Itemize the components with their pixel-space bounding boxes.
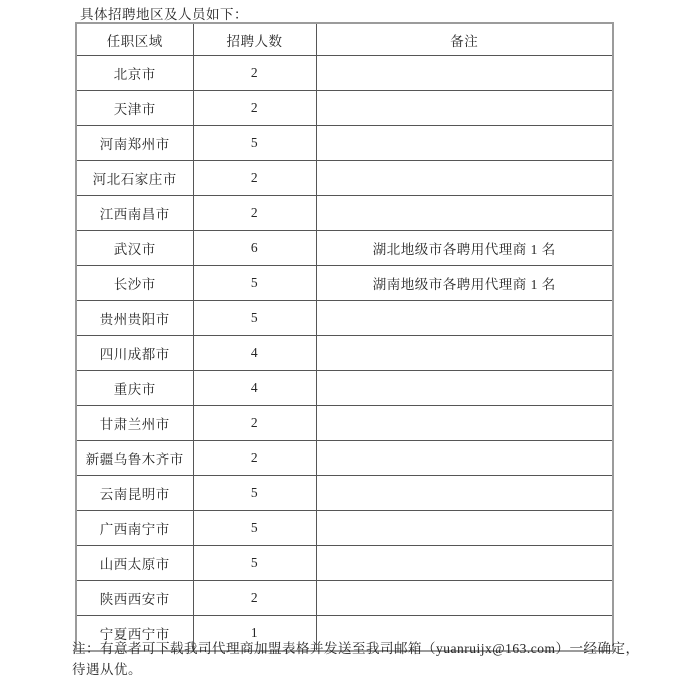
- table-row: [76, 91, 613, 126]
- count-cell: 2: [193, 56, 316, 91]
- count-cell: 2: [193, 91, 316, 126]
- table-row: [76, 196, 613, 231]
- remark-cell: [316, 56, 613, 91]
- table-row: [76, 301, 613, 336]
- header-cell-remark: 备注: [316, 23, 613, 56]
- table-row: [76, 371, 613, 406]
- remark-cell: [316, 336, 613, 371]
- header-cell-count: 招聘人数: [193, 23, 316, 56]
- remark-cell: [316, 546, 613, 581]
- region-cell: 河南郑州市: [76, 126, 193, 161]
- table-row: [76, 336, 613, 371]
- footer-note-line-1: [72, 638, 672, 659]
- table-row: [76, 441, 613, 476]
- region-cell: 宁夏西宁市: [76, 616, 193, 652]
- email-text: yuanruijx@163.com: [436, 641, 556, 656]
- footer-note: [72, 638, 672, 680]
- count-cell: 2: [193, 581, 316, 616]
- table-row: [76, 231, 613, 266]
- region-cell: 重庆市: [76, 371, 193, 406]
- region-cell: 江西南昌市: [76, 196, 193, 231]
- remark-cell: [316, 441, 613, 476]
- note-text-before-email: 注：有意者可下载我司代理商加盟表格并发送至我司邮箱（: [72, 641, 436, 656]
- count-cell: 4: [193, 336, 316, 371]
- header-row: [76, 23, 613, 56]
- table-row: [76, 581, 613, 616]
- recruitment-table: [75, 22, 614, 652]
- table-body: [76, 56, 613, 652]
- remark-cell: [316, 476, 613, 511]
- count-cell: 2: [193, 196, 316, 231]
- region-cell: 云南昆明市: [76, 476, 193, 511]
- count-cell: 5: [193, 511, 316, 546]
- region-cell: 天津市: [76, 91, 193, 126]
- table-row: [76, 476, 613, 511]
- region-cell: 武汉市: [76, 231, 193, 266]
- remark-cell: [316, 581, 613, 616]
- header-cell-region: 任职区域: [76, 23, 193, 56]
- remark-cell: [316, 511, 613, 546]
- table-row: [76, 546, 613, 581]
- count-cell: 5: [193, 546, 316, 581]
- region-cell: 贵州贵阳市: [76, 301, 193, 336]
- remark-cell: [316, 91, 613, 126]
- remark-cell: [316, 196, 613, 231]
- count-cell: 4: [193, 371, 316, 406]
- region-cell: 广西南宁市: [76, 511, 193, 546]
- count-cell: 5: [193, 301, 316, 336]
- region-cell: 甘肃兰州市: [76, 406, 193, 441]
- region-cell: 河北石家庄市: [76, 161, 193, 196]
- page-intro: 具体招聘地区及人员如下：: [80, 7, 248, 22]
- footer-note-line-2: 待遇从优。: [72, 662, 142, 677]
- remark-cell: [316, 161, 613, 196]
- table-row: [76, 161, 613, 196]
- count-cell: 5: [193, 266, 316, 301]
- region-cell: 新疆乌鲁木齐市: [76, 441, 193, 476]
- count-cell: 2: [193, 441, 316, 476]
- remark-cell: 湖南地级市各聘用代理商 1 名: [316, 266, 613, 301]
- region-cell: 北京市: [76, 56, 193, 91]
- remark-cell: [316, 371, 613, 406]
- table-row: [76, 266, 613, 301]
- region-cell: 四川成都市: [76, 336, 193, 371]
- table-row: [76, 406, 613, 441]
- count-cell: 5: [193, 476, 316, 511]
- note-text-after-email: ）一经确定，: [555, 641, 640, 656]
- remark-cell: 湖北地级市各聘用代理商 1 名: [316, 231, 613, 266]
- remark-cell: [316, 126, 613, 161]
- region-cell: 陕西西安市: [76, 581, 193, 616]
- table-row: [76, 126, 613, 161]
- table-header: [76, 23, 613, 56]
- count-cell: 2: [193, 161, 316, 196]
- count-cell: 5: [193, 126, 316, 161]
- remark-cell: [316, 406, 613, 441]
- table-row: [76, 56, 613, 91]
- table-row: [76, 511, 613, 546]
- remark-cell: [316, 301, 613, 336]
- count-cell: 2: [193, 406, 316, 441]
- count-cell: 6: [193, 231, 316, 266]
- region-cell: 山西太原市: [76, 546, 193, 581]
- region-cell: 长沙市: [76, 266, 193, 301]
- count-cell: 1: [193, 616, 316, 652]
